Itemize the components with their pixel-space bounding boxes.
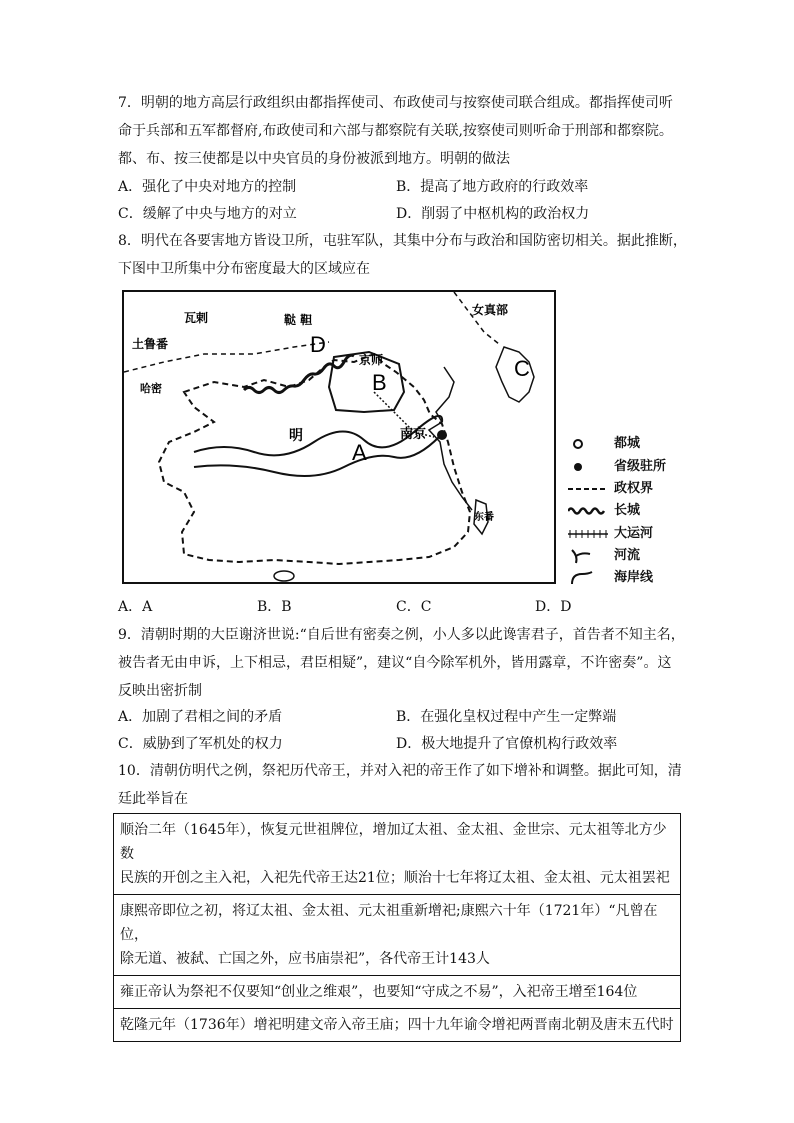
table-cell bbox=[114, 1009, 681, 1042]
map-letter-c: C bbox=[514, 356, 530, 381]
q10-stem-line-2: 廷此举旨在 bbox=[118, 791, 188, 807]
legend-label: 大运河 bbox=[614, 526, 654, 541]
legend-label: 河流 bbox=[614, 548, 641, 563]
provincial-seat-icon bbox=[568, 459, 608, 475]
map-label-tubo: 土鲁番 bbox=[132, 337, 169, 351]
q8-option-d[interactable]: D．D bbox=[535, 599, 572, 615]
table-row bbox=[114, 895, 681, 976]
cell-line: 民族的开创之主入祀，入祀先代帝王达21位；顺治十七年将辽太祖、金太祖、元太祖罢祀 bbox=[120, 870, 670, 886]
grand-canal-icon bbox=[568, 526, 608, 542]
cell-line: 乾隆元年（1736年）增祀明建文帝入帝王庙；四十九年谕令增祀两晋南北朝及唐末五代时 bbox=[120, 1017, 674, 1033]
ming-dynasty-map bbox=[122, 290, 556, 584]
q10-material-table bbox=[113, 813, 681, 1042]
table-cell bbox=[114, 976, 681, 1009]
map-label-hanmi: 哈密 bbox=[140, 382, 162, 395]
q7-option-d[interactable]: D．削弱了中枢机构的政治权力 bbox=[396, 206, 590, 222]
map-letter-a: A bbox=[352, 440, 367, 465]
great-wall-icon bbox=[568, 503, 608, 519]
q9-option-b[interactable]: B．在强化皇权过程中产生一定弊端 bbox=[396, 709, 617, 725]
map-label-nanjing: 南京 bbox=[400, 427, 427, 442]
table-cell bbox=[114, 814, 681, 895]
legend-label: 政权界 bbox=[614, 481, 654, 496]
river-icon bbox=[568, 548, 608, 564]
table-row bbox=[114, 1009, 681, 1042]
q10-stem-line-1: 10．清朝仿明代之例，祭祀历代帝王，并对入祀的帝王作了如下增补和调整。据此可知，清 bbox=[118, 763, 682, 779]
map-label-nvzhen: 女真部 bbox=[472, 303, 509, 317]
manchuria-boundary bbox=[454, 292, 499, 344]
q9-option-c[interactable]: C．威胁到了军机处的权力 bbox=[118, 736, 283, 752]
hainan-island bbox=[274, 571, 294, 581]
map-letter-d: D bbox=[310, 332, 326, 357]
map-label-tatar: 鞑 靼 bbox=[284, 313, 313, 327]
q8-stem-line-2: 下图中卫所集中分布密度最大的区域应在 bbox=[118, 261, 370, 277]
q8-stem-line-1: 8．明代在各要害地方皆设卫所，屯驻军队，其集中分布与政治和国防密切相关。据此推断， bbox=[118, 233, 687, 249]
cell-line: 雍正帝认为祭祀不仅要知“创业之维艰”，也要知“守成之不易”，入祀帝王增至164位 bbox=[120, 984, 638, 1000]
table-row bbox=[114, 814, 681, 895]
q9-stem-line-1: 9．清朝时期的大臣谢济世说:“自后世有密奏之例，小人多以此谗害君子，首告者不知主名， bbox=[118, 627, 685, 643]
q7-option-a[interactable]: A．强化了中央对地方的控制 bbox=[118, 179, 297, 195]
table-cell bbox=[114, 895, 681, 976]
q8-option-a[interactable]: A．A bbox=[118, 599, 153, 615]
coastline bbox=[429, 367, 472, 510]
q7-option-c[interactable]: C．缓解了中央与地方的对立 bbox=[118, 206, 297, 222]
map-label-ming: 明 bbox=[289, 428, 303, 444]
legend-label: 海岸线 bbox=[614, 570, 654, 585]
map-letter-b: B bbox=[372, 370, 387, 395]
capital-icon bbox=[568, 436, 608, 452]
nanjing-marker bbox=[437, 430, 447, 440]
boundary-icon bbox=[568, 481, 608, 497]
cell-line: 除无道、被弑、亡国之外，应书庙崇祀”，各代帝王计143人 bbox=[120, 951, 490, 967]
q9-stem-line-3: 反映出密折制 bbox=[118, 683, 202, 699]
q7-stem-line-2: 命于兵部和五军都督府,布政使司和六部与都察院有关联,按察使司则听命于刑部和都察院。 bbox=[118, 123, 673, 139]
cell-line: 康熙帝即位之初，将辽太祖、金太祖、元太祖重新增祀;康熙六十年（1721年）“凡曾在位， bbox=[120, 903, 658, 943]
legend-label: 长城 bbox=[614, 503, 641, 518]
map-drawing bbox=[124, 292, 554, 582]
yangtze-river bbox=[194, 437, 439, 476]
cell-line: 顺治二年（1645年），恢复元世祖牌位，增加辽太祖、金太祖、金世宗、元太祖等北方少数 bbox=[120, 822, 667, 862]
ming-boundary bbox=[159, 354, 470, 564]
map-label-jingshi: 京师 bbox=[359, 353, 384, 367]
legend-label: 省级驻所 bbox=[614, 459, 667, 474]
map-label-dongfan: 东番 bbox=[474, 512, 494, 523]
q9-option-a[interactable]: A．加剧了君相之间的矛盾 bbox=[118, 709, 283, 725]
map-label-wala: 瓦剌 bbox=[184, 311, 209, 325]
q7-stem-line-3: 都、布、按三使都是以中央官员的身份被派到地方。明朝的做法 bbox=[118, 151, 510, 167]
q8-option-c[interactable]: C．C bbox=[396, 599, 432, 615]
coastline-icon bbox=[568, 570, 608, 586]
q9-option-d[interactable]: D．极大地提升了官僚机构行政效率 bbox=[396, 736, 618, 752]
q8-option-b[interactable]: B．B bbox=[257, 599, 292, 615]
q7-stem-line-1: 7．明朝的地方高层行政组织由都指挥使司、布政使司与按察使司联合组成。都指挥使司听 bbox=[118, 95, 673, 111]
legend-label: 都城 bbox=[614, 436, 641, 451]
table-row bbox=[114, 976, 681, 1009]
q7-option-b[interactable]: B．提高了地方政府的行政效率 bbox=[396, 179, 589, 195]
q9-stem-line-2: 被告者无由申诉，上下相忌，君臣相疑”，建议“自今除军机外，皆用露章，不许密奏”。这 bbox=[118, 655, 672, 671]
